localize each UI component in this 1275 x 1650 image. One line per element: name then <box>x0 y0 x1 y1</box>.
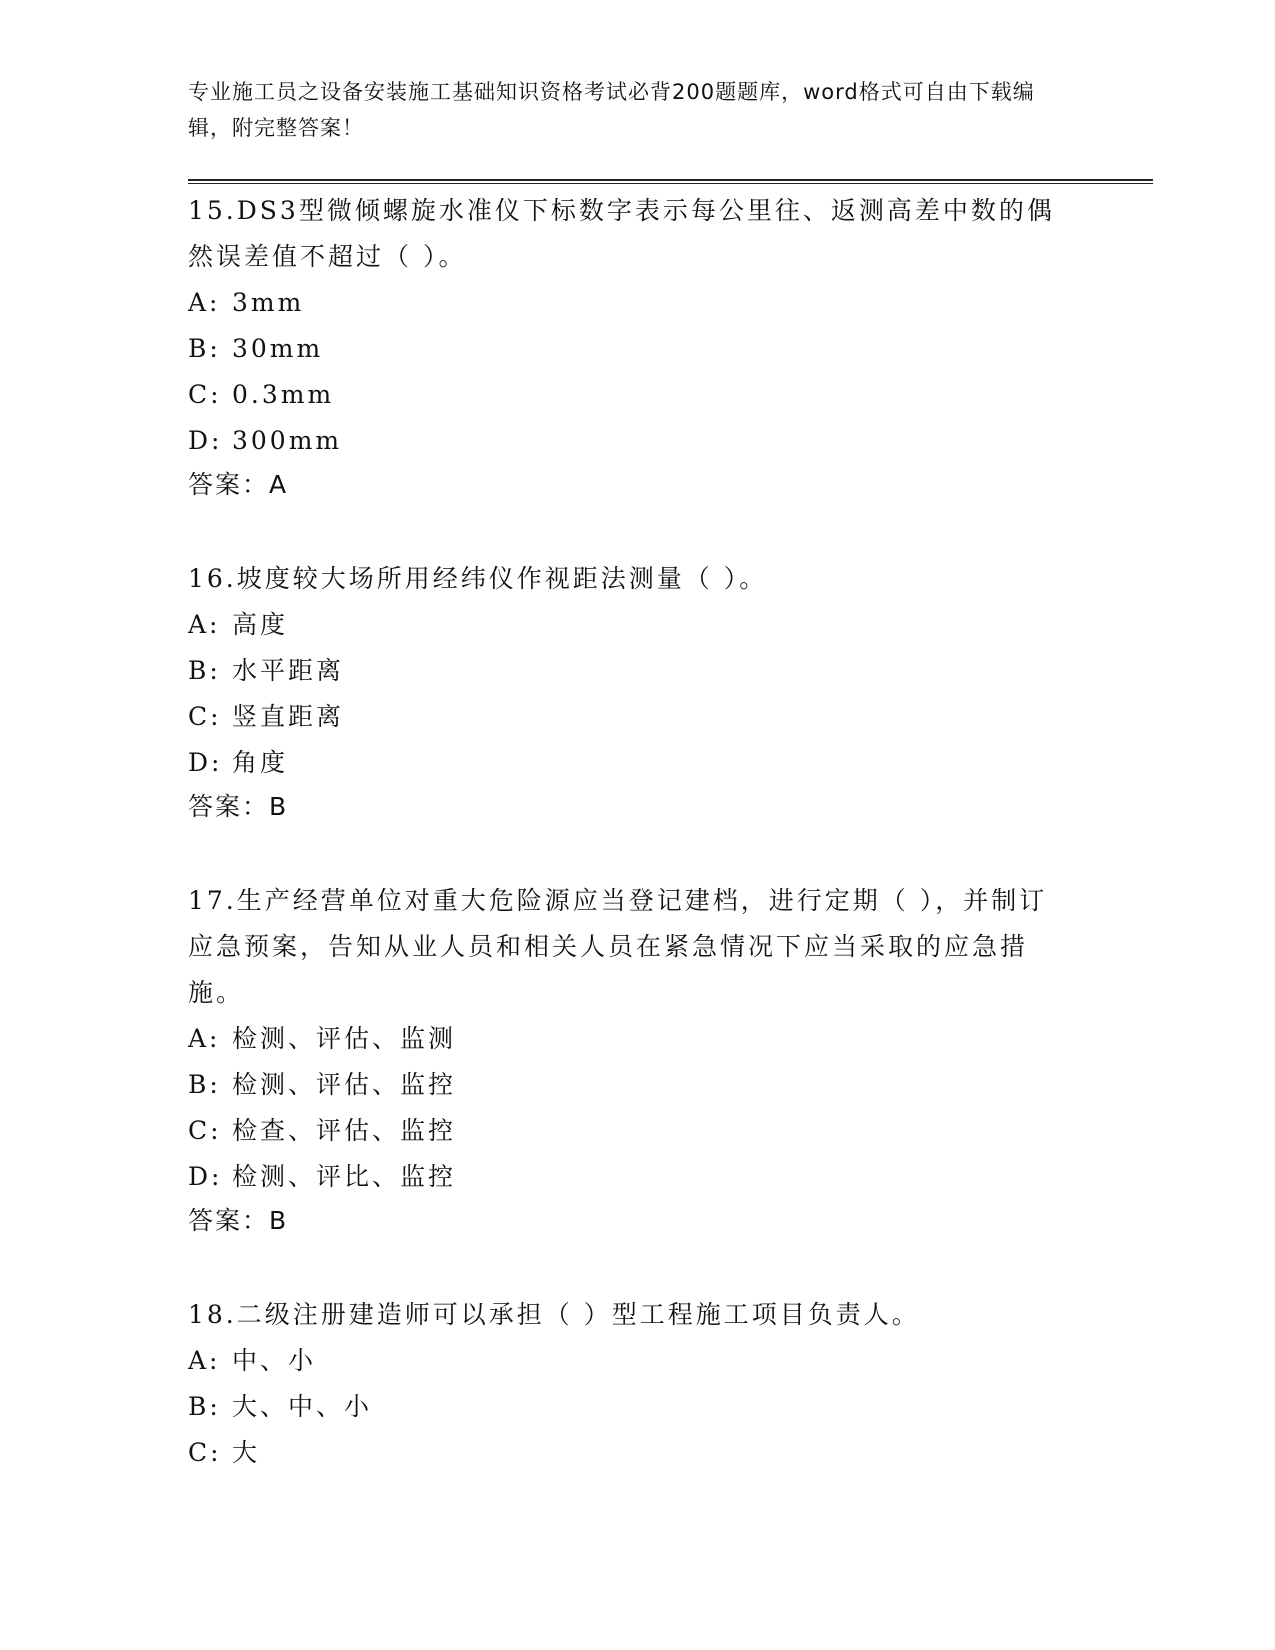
question-17 <box>188 878 1068 1242</box>
option-key: B: <box>188 334 221 363</box>
option-text: 水平距离 <box>232 656 345 685</box>
question-stem: 15.DS3型微倾螺旋水准仪下标数字表示每公里往、返测高差中数的偶然误差值不超过（ ）。 <box>188 196 1055 271</box>
option-text: 3mm <box>232 288 305 317</box>
option-d <box>188 1154 1068 1200</box>
option-text: 检测、评估、监控 <box>232 1070 457 1099</box>
option-key: A: <box>188 1346 221 1375</box>
option-text: 中、小 <box>232 1346 317 1375</box>
question-18 <box>188 1292 1068 1476</box>
option-text: 角度 <box>232 748 289 777</box>
question-stem: 17.生产经营单位对重大危险源应当登记建档，进行定期（ ），并制订应急预案，告知从业人员和相关人员在紧急情况下应当采取的应急措施。 <box>188 886 1048 1007</box>
option-b <box>188 1062 1068 1108</box>
answer-line: 答案：B <box>188 792 289 821</box>
option-text: 竖直距离 <box>232 702 345 731</box>
option-text: 300mm <box>232 426 343 455</box>
document-header: 专业施工员之设备安装施工基础知识资格考试必背200题题库，word格式可自由下载编辑，附完整答案！ <box>188 80 1035 140</box>
option-key: A: <box>188 288 221 317</box>
option-text: 检测、评比、监控 <box>232 1162 457 1191</box>
option-key: D: <box>188 748 223 777</box>
option-key: D: <box>188 1162 223 1191</box>
option-key: C: <box>188 1116 222 1145</box>
option-c <box>188 372 1068 418</box>
option-d <box>188 740 1068 786</box>
option-text: 检测、评估、监测 <box>232 1024 457 1053</box>
header-divider-thick <box>188 179 1153 181</box>
option-text: 高度 <box>232 610 289 639</box>
option-key: D: <box>188 426 223 455</box>
option-key: B: <box>188 1392 221 1421</box>
answer-line: 答案：A <box>188 470 289 499</box>
option-text: 0.3mm <box>232 380 335 409</box>
option-text: 检查、评估、监控 <box>232 1116 457 1145</box>
answer-line: 答案：B <box>188 1206 289 1235</box>
option-b <box>188 648 1068 694</box>
question-15 <box>188 188 1068 506</box>
option-d <box>188 418 1068 464</box>
header-divider-thin <box>188 183 1153 184</box>
option-b <box>188 1384 1068 1430</box>
option-a <box>188 1016 1068 1062</box>
question-stem: 16.坡度较大场所用经纬仪作视距法测量（ ）。 <box>188 564 768 593</box>
option-a <box>188 280 1068 326</box>
option-c <box>188 1108 1068 1154</box>
option-key: A: <box>188 1024 221 1053</box>
option-text: 大、中、小 <box>232 1392 373 1421</box>
option-text: 大 <box>232 1438 261 1467</box>
option-a <box>188 602 1068 648</box>
option-key: B: <box>188 1070 221 1099</box>
question-list <box>188 188 1068 1526</box>
option-text: 30mm <box>232 334 324 363</box>
option-c <box>188 694 1068 740</box>
option-a <box>188 1338 1068 1384</box>
option-key: C: <box>188 1438 222 1467</box>
option-key: B: <box>188 656 221 685</box>
option-key: C: <box>188 702 222 731</box>
question-stem: 18.二级注册建造师可以承担（ ）型工程施工项目负责人。 <box>188 1300 920 1329</box>
option-key: C: <box>188 380 222 409</box>
question-16 <box>188 556 1068 828</box>
option-c <box>188 1430 1068 1476</box>
option-key: A: <box>188 610 221 639</box>
option-b <box>188 326 1068 372</box>
